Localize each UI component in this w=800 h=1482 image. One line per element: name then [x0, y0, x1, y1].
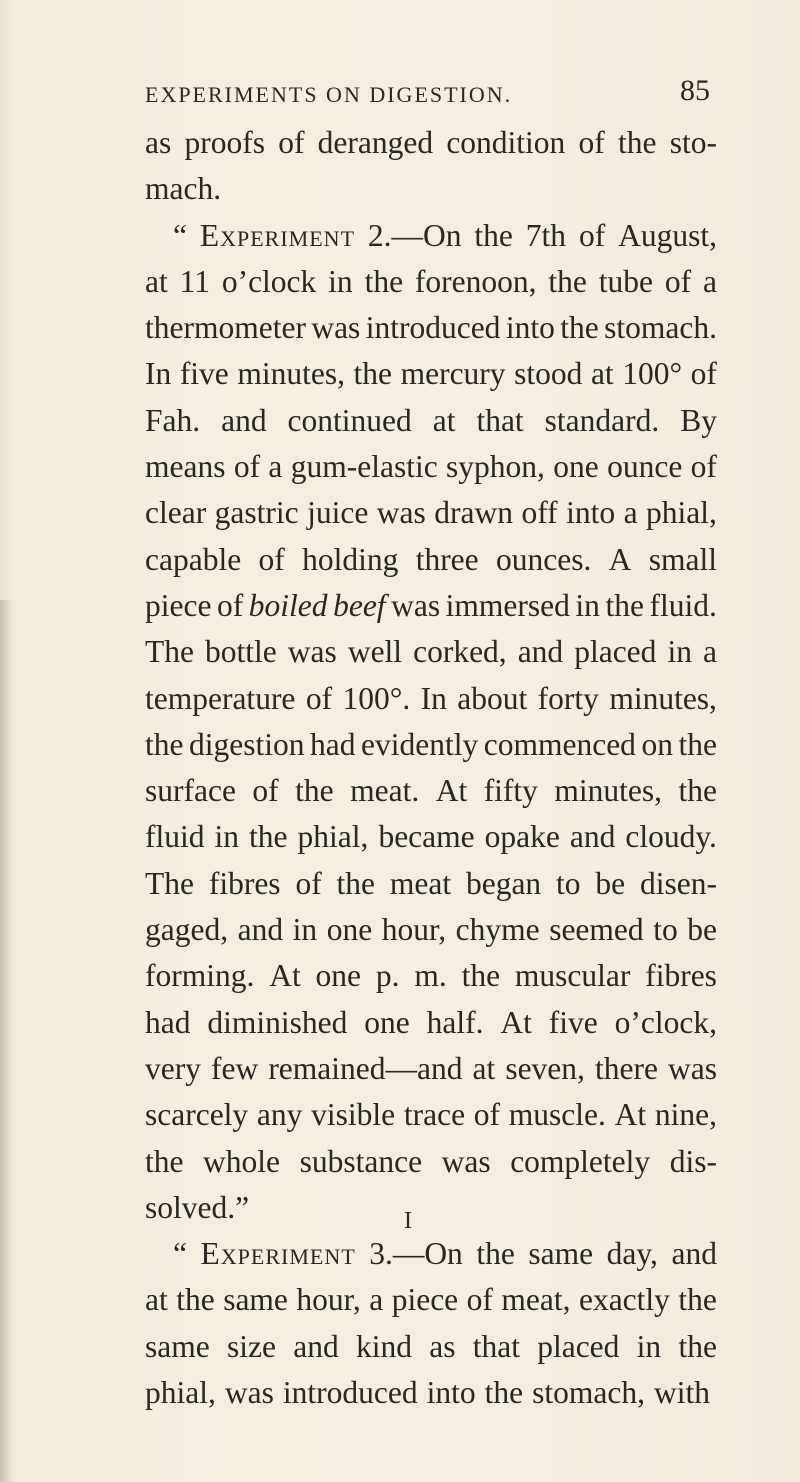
word: ounce — [607, 449, 683, 485]
word: chyme — [455, 912, 540, 948]
text-line — [145, 722, 717, 768]
word: became — [378, 819, 475, 855]
word: half. — [426, 1004, 484, 1040]
word: had — [145, 1004, 191, 1040]
word: in — [328, 263, 353, 299]
word: of — [278, 125, 305, 160]
word: was — [224, 1375, 274, 1411]
word: means — [145, 449, 226, 485]
word: 2.—On — [367, 217, 462, 253]
word: o’clock, — [614, 1004, 717, 1040]
word: at — [432, 402, 456, 438]
word: placed — [574, 634, 657, 670]
word: Fah. — [145, 402, 201, 438]
word: was — [667, 1050, 717, 1086]
word: standard. — [544, 402, 660, 438]
word: stomach. — [604, 310, 717, 346]
paragraph — [145, 120, 717, 213]
paragraph — [145, 1231, 717, 1416]
word: o’clock — [221, 263, 317, 299]
text-line — [145, 814, 717, 860]
word: The — [145, 634, 194, 670]
word: forty — [537, 680, 599, 716]
word: minutes, — [609, 680, 717, 716]
text-line — [145, 1370, 717, 1416]
word: there — [594, 1050, 658, 1086]
word: one — [364, 1004, 410, 1040]
word: and — [237, 912, 284, 948]
text-line — [145, 1231, 717, 1277]
word: of — [258, 541, 285, 577]
text-line — [145, 1277, 717, 1323]
word: visible — [311, 1097, 396, 1133]
word: as — [145, 125, 172, 160]
word: phial, — [646, 495, 717, 531]
word: stood — [514, 356, 583, 392]
word: kind — [355, 1328, 412, 1364]
word: the — [618, 125, 657, 160]
word: the — [484, 1375, 524, 1411]
text-line — [145, 1185, 717, 1231]
word: gum-elastic — [290, 449, 438, 485]
word: in — [214, 819, 240, 855]
word: fluid. — [649, 587, 717, 623]
text-line — [145, 1092, 717, 1138]
word: In — [145, 356, 172, 392]
word: solved.” — [145, 1189, 250, 1225]
word: began — [465, 865, 542, 901]
word: hour, — [381, 912, 447, 948]
word: fibres — [645, 958, 717, 994]
word: continued — [287, 402, 412, 438]
text-line — [145, 259, 717, 305]
gutter-shadow — [0, 600, 12, 1482]
word: minutes, — [554, 773, 663, 809]
word: opake — [484, 819, 560, 855]
text-line — [145, 166, 717, 212]
text-line — [145, 629, 717, 675]
text-line — [145, 213, 717, 259]
word: be — [687, 912, 717, 948]
word: seemed — [549, 912, 644, 948]
word: cloudy. — [625, 819, 717, 855]
word: clear — [145, 495, 207, 531]
word: evidently — [361, 726, 479, 762]
word: and — [221, 402, 267, 438]
body-text — [145, 120, 717, 1416]
word: of — [305, 680, 333, 716]
word: hour, — [296, 1282, 361, 1318]
word: muscle. — [508, 1097, 606, 1133]
word: one — [326, 912, 373, 948]
word: nine, — [654, 1097, 717, 1133]
text-line — [145, 907, 717, 953]
word: juice — [307, 495, 369, 531]
text-line — [145, 953, 717, 999]
word: immersed — [445, 587, 570, 623]
word: as — [429, 1328, 456, 1364]
text-line — [145, 398, 717, 444]
word: of — [252, 773, 279, 809]
word: drawn — [434, 495, 513, 531]
word: the — [461, 958, 501, 994]
word: three — [415, 541, 479, 577]
word: of — [233, 449, 261, 485]
word: day, — [606, 1236, 658, 1272]
word: of — [664, 263, 692, 299]
word: syphon, — [446, 449, 545, 485]
word: with — [653, 1375, 710, 1411]
word: into — [566, 495, 616, 531]
word: muscular — [514, 958, 631, 994]
word: and — [671, 1236, 717, 1272]
word: holding — [302, 541, 399, 577]
word: off — [521, 495, 558, 531]
word: a — [703, 634, 717, 670]
text-line — [145, 768, 717, 814]
word: same — [223, 1282, 288, 1318]
word: forming. — [145, 958, 255, 994]
word: proofs — [184, 125, 265, 160]
word: was — [376, 495, 426, 531]
word: about — [457, 680, 528, 716]
word: into — [426, 1375, 476, 1411]
word: was — [311, 310, 361, 346]
word: completely — [510, 1143, 651, 1179]
word: substance — [299, 1143, 423, 1179]
word: five — [548, 1004, 598, 1040]
word: the — [678, 726, 717, 762]
word: of — [295, 865, 322, 901]
word: the — [336, 865, 376, 901]
word: capable — [145, 541, 242, 577]
word: 3.—On — [369, 1236, 463, 1272]
word: in — [667, 634, 692, 670]
word: Experiment — [200, 1236, 356, 1272]
word: in — [292, 912, 318, 948]
word: fifty — [483, 773, 538, 809]
word: The — [145, 865, 194, 901]
text-line — [145, 1046, 717, 1092]
word: forenoon, — [414, 263, 537, 299]
word: diminished — [207, 1004, 348, 1040]
word: a — [623, 495, 638, 531]
word: the — [364, 263, 404, 299]
word: scarcely — [145, 1097, 249, 1133]
word: was — [391, 587, 441, 623]
word: boiled — [248, 587, 328, 623]
text-line — [145, 490, 717, 536]
word: deranged — [317, 125, 434, 160]
word: corked, — [413, 634, 507, 670]
word: At — [435, 773, 468, 809]
word: five — [179, 356, 229, 392]
word: phial, — [297, 819, 369, 855]
word: in — [636, 1328, 662, 1364]
word: the — [176, 1282, 215, 1318]
word: the — [353, 356, 393, 392]
word: of — [690, 449, 717, 485]
word: phial, — [145, 1375, 216, 1411]
word: in — [575, 587, 600, 623]
word: 100° — [622, 356, 683, 392]
word: the — [548, 263, 587, 299]
word: the — [474, 217, 513, 253]
word: the — [605, 587, 644, 623]
word: “ — [173, 217, 187, 253]
word: gaged, — [145, 912, 229, 948]
text-line — [145, 1000, 717, 1046]
word: and — [293, 1328, 339, 1364]
word: was — [441, 1143, 491, 1179]
word: sto- — [669, 125, 717, 160]
word: the — [145, 726, 184, 762]
word: to — [556, 865, 581, 901]
word: tube — [598, 263, 653, 299]
word: minutes, — [237, 356, 345, 392]
word: fibres — [208, 865, 281, 901]
word: had — [310, 726, 356, 762]
word: At — [614, 1097, 647, 1133]
word: same — [145, 1328, 210, 1364]
word: By — [680, 402, 717, 438]
text-line — [145, 351, 717, 397]
paragraph — [145, 213, 717, 1232]
text-line — [145, 583, 717, 629]
word: digestion — [189, 726, 305, 762]
word: fluid — [145, 819, 205, 855]
word: at — [590, 356, 614, 392]
word: any — [256, 1097, 303, 1133]
word: a — [702, 263, 717, 299]
word: the — [145, 1143, 184, 1179]
word: August, — [618, 217, 717, 253]
word: 7th — [525, 217, 567, 253]
word: “ — [173, 1236, 187, 1272]
word: into — [505, 310, 555, 346]
word: m. — [414, 958, 447, 994]
word: commenced — [483, 726, 636, 762]
running-head — [145, 74, 710, 114]
word: At — [500, 1004, 532, 1040]
word: very — [145, 1050, 201, 1086]
word: at — [145, 263, 168, 299]
word: temperature — [145, 680, 296, 716]
word: of — [466, 1282, 493, 1318]
text-line — [145, 1324, 717, 1370]
word: whole — [203, 1143, 281, 1179]
word: small — [648, 541, 717, 577]
word: At — [269, 958, 301, 994]
text-line — [145, 537, 717, 583]
word: introduced — [282, 1375, 418, 1411]
word: mach. — [145, 171, 222, 207]
word: of — [578, 217, 606, 253]
word: size — [226, 1328, 276, 1364]
word: at — [472, 1050, 496, 1086]
word: piece — [391, 1282, 459, 1318]
word: In — [420, 680, 447, 716]
word: to — [653, 912, 678, 948]
word: that — [476, 402, 524, 438]
word: of — [217, 587, 244, 623]
word: at — [145, 1282, 168, 1318]
word: the — [295, 773, 334, 809]
word: the — [560, 310, 599, 346]
word: placed — [537, 1328, 620, 1364]
word: of — [473, 1097, 501, 1133]
word: bottle — [205, 634, 277, 670]
text-line — [145, 1139, 717, 1185]
word: one — [553, 449, 599, 485]
word: a — [268, 449, 283, 485]
word: of — [690, 356, 717, 392]
word: and — [517, 634, 564, 670]
word: meat. — [350, 773, 420, 809]
word: few — [211, 1050, 259, 1086]
text-line — [145, 676, 717, 722]
word: the — [678, 1328, 717, 1364]
word: on — [641, 726, 673, 762]
signature-mark: I — [404, 1208, 412, 1234]
word: that — [472, 1328, 520, 1364]
running-head-title: EXPERIMENTS ON DIGESTION. — [145, 82, 513, 107]
word: well — [347, 634, 403, 670]
word: thermometer — [145, 310, 306, 346]
text-line — [145, 861, 717, 907]
word: was — [287, 634, 337, 670]
word: and — [569, 819, 616, 855]
word: one — [315, 958, 362, 994]
word: mercury — [400, 356, 506, 392]
word: introduced — [365, 310, 501, 346]
word: gastric — [214, 495, 299, 531]
word: the — [678, 773, 717, 809]
text-line — [145, 120, 717, 166]
text-line — [145, 444, 717, 490]
word: meat, — [501, 1282, 571, 1318]
word: exactly — [578, 1282, 670, 1318]
word: be — [595, 865, 626, 901]
word: dis- — [669, 1143, 717, 1179]
word: 11 — [179, 263, 210, 299]
word: p. — [375, 958, 400, 994]
word: condition — [446, 125, 566, 160]
word: the — [678, 1282, 717, 1318]
word: the — [249, 819, 288, 855]
word: remained—and — [268, 1050, 463, 1086]
word: a — [369, 1282, 384, 1318]
word: piece — [145, 587, 212, 623]
word: seven, — [505, 1050, 585, 1086]
word: 100°. — [342, 680, 411, 716]
word: same — [528, 1236, 594, 1272]
word: ounces. — [495, 541, 592, 577]
word: of — [578, 125, 605, 160]
word: disen- — [640, 865, 717, 901]
word: the — [476, 1236, 515, 1272]
word: A — [608, 541, 632, 577]
word: trace — [403, 1097, 466, 1133]
page-number: 85 — [680, 74, 710, 107]
text-line — [145, 305, 717, 351]
word: Experiment — [199, 217, 356, 253]
word: surface — [145, 773, 236, 809]
word: meat — [389, 865, 452, 901]
word: beef — [333, 587, 386, 623]
word: stomach, — [532, 1375, 645, 1411]
